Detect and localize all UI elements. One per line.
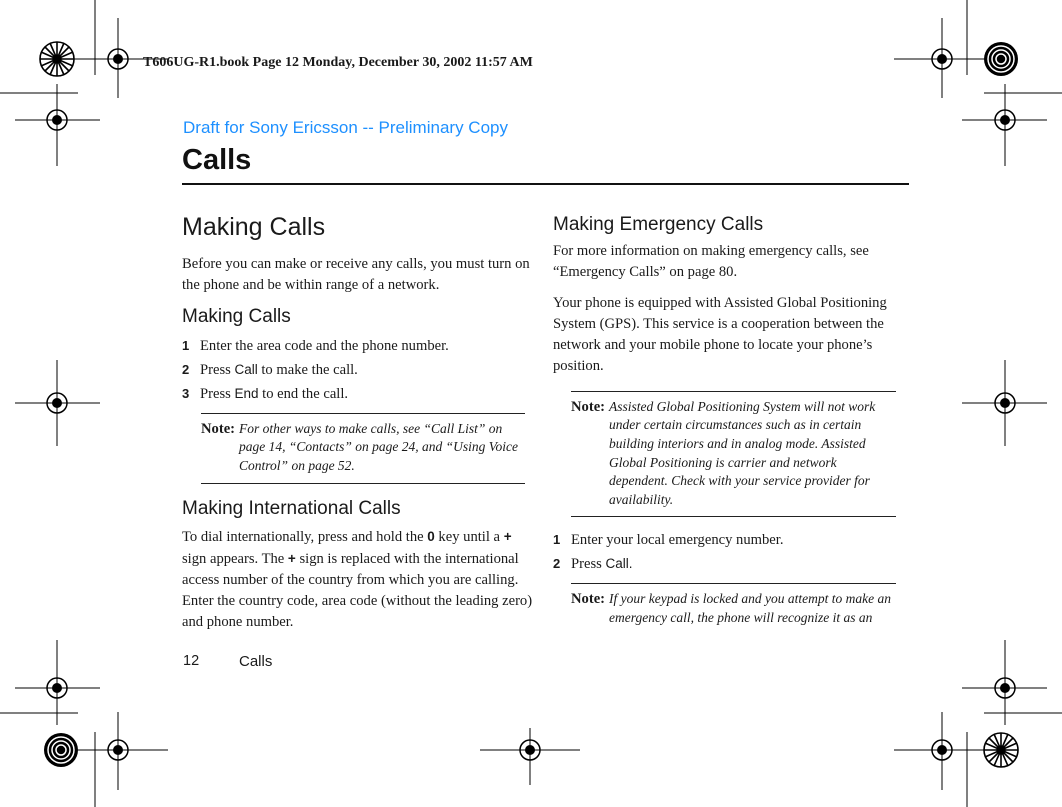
list-item: 1 Enter the area code and the phone number. xyxy=(182,337,449,354)
footer-section-title: Calls xyxy=(239,653,273,670)
end-key-label: End xyxy=(234,385,259,401)
call-key-label: Call xyxy=(234,361,258,377)
subheading-international-calls: Making International Calls xyxy=(182,497,401,519)
plus-key-label: + xyxy=(503,529,512,545)
note-box xyxy=(201,413,525,484)
section-heading-making-calls: Making Calls xyxy=(182,213,326,241)
plus-key-label: + xyxy=(287,551,296,567)
spiral-target-icon xyxy=(984,42,1018,76)
note-box xyxy=(571,391,896,518)
international-paragraph: To dial internationally, press and hold the 0 key until a + sign appears. The + sign is replaced with the international access number of the country from which you are calling. Enter the country code, area code (without the leading zero) and phone number. xyxy=(182,529,533,631)
zero-key-label: 0 xyxy=(427,529,435,545)
note-label: Note: xyxy=(571,591,606,608)
list-item: 1 Enter your local emergency number. xyxy=(553,532,784,549)
left-column xyxy=(182,212,538,643)
list-item: 2 Press Call to make the call. xyxy=(182,361,358,378)
book-info-slug: T606UG-R1.book Page 12 Monday, December 30, 2002 11:57 AM xyxy=(143,55,533,70)
note-text: If your keypad is locked and you attempt to make an emergency call, the phone will recognize it as an xyxy=(609,591,891,625)
note-text: Assisted Global Positioning System will not work under certain circumstances such as in certain building interiors and in analog mode. Assisted Global Positioning is carrier and network dependent. Check with your service provider for availability. xyxy=(609,398,876,507)
starburst-target-icon xyxy=(40,42,74,76)
note-label: Note: xyxy=(571,398,606,415)
chapter-title: Calls xyxy=(182,144,252,176)
page-number: 12 xyxy=(183,653,200,669)
call-key-label: Call. xyxy=(605,556,633,572)
spiral-target-icon xyxy=(44,733,78,767)
intro-paragraph: Before you can make or receive any calls, you must turn on the phone and be within range of a network. xyxy=(182,256,530,293)
subheading-making-calls: Making Calls xyxy=(182,306,291,327)
emergency-reference-paragraph: For more information on making emergency calls, see “Emergency Calls” on page 80. xyxy=(553,242,869,280)
starburst-target-icon xyxy=(984,733,1018,767)
chapter-divider xyxy=(182,183,909,185)
draft-watermark-text: Draft for Sony Ericsson -- Preliminary Copy xyxy=(183,118,508,137)
right-column xyxy=(553,214,909,628)
note-label: Note: xyxy=(201,420,236,437)
subheading-emergency-calls: Making Emergency Calls xyxy=(553,214,764,235)
list-item: 2 Press Call. xyxy=(553,556,633,573)
gps-paragraph: Your phone is equipped with Assisted Global Positioning System (GPS). This service is a cooperation between the network and your mobile phone to locate your phone’s position. xyxy=(553,294,887,374)
note-text: For other ways to make calls, see “Call List” on page 14, “Contacts” on page 24, and “Using Voice Control” on page 52. xyxy=(239,420,519,473)
note-box xyxy=(571,583,896,627)
list-item: 3 Press End to end the call. xyxy=(182,385,349,402)
